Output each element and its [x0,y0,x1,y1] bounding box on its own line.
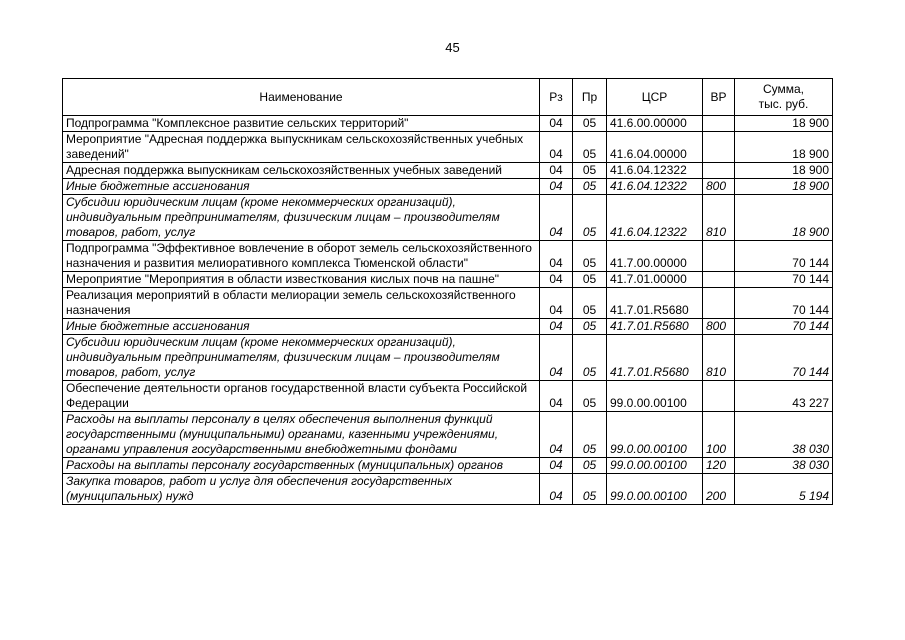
cell-vr: 810 [703,195,735,241]
cell-csr: 41.6.04.12322 [607,163,703,179]
table-row [63,272,833,288]
cell-vr [703,132,735,163]
cell-sum: 70 144 [735,272,833,288]
header-rz: Рз [540,79,573,116]
cell-vr: 120 [703,458,735,474]
cell-rz: 04 [540,412,573,458]
cell-csr: 41.7.01.R5680 [607,319,703,335]
cell-pr: 05 [573,381,607,412]
cell-name: Мероприятие "Мероприятия в области известкования кислых почв на пашне" [63,272,540,288]
cell-sum: 18 900 [735,195,833,241]
cell-rz: 04 [540,116,573,132]
cell-pr: 05 [573,132,607,163]
cell-rz: 04 [540,241,573,272]
cell-sum: 38 030 [735,412,833,458]
cell-csr: 41.6.04.12322 [607,195,703,241]
cell-name: Иные бюджетные ассигнования [63,319,540,335]
table-row [63,288,833,319]
table-row [63,116,833,132]
cell-sum: 43 227 [735,381,833,412]
budget-table [62,78,833,505]
header-sum-line2: тыс. руб. [758,97,809,111]
cell-sum: 70 144 [735,335,833,381]
cell-name: Субсидии юридическим лицам (кроме некоммерческих организаций), индивидуальным предпринимателям, физическим лицам – производителям товаров, работ, услуг [63,195,540,241]
cell-vr [703,163,735,179]
cell-pr: 05 [573,288,607,319]
cell-name: Расходы на выплаты персоналу государственных (муниципальных) органов [63,458,540,474]
header-name: Наименование [63,79,540,116]
cell-pr: 05 [573,319,607,335]
cell-name: Обеспечение деятельности органов государственной власти субъекта Российской Федерации [63,381,540,412]
cell-csr: 41.7.00.00000 [607,241,703,272]
header-vr: ВР [703,79,735,116]
cell-csr: 41.7.01.R5680 [607,288,703,319]
cell-name: Расходы на выплаты персоналу в целях обеспечения выполнения функций государственными (муниципальными) органами, казенными учреждениями, органами управления государственными внебюджетными фондами [63,412,540,458]
cell-sum: 5 194 [735,474,833,505]
table-row [63,335,833,381]
table-row [63,319,833,335]
cell-name: Иные бюджетные ассигнования [63,179,540,195]
cell-name: Закупка товаров, работ и услуг для обеспечения государственных (муниципальных) нужд [63,474,540,505]
cell-vr [703,241,735,272]
table-header-row [63,79,833,116]
header-sum [735,79,833,116]
cell-rz: 04 [540,179,573,195]
cell-rz: 04 [540,195,573,241]
cell-sum: 70 144 [735,319,833,335]
cell-pr: 05 [573,458,607,474]
cell-sum: 70 144 [735,288,833,319]
cell-rz: 04 [540,272,573,288]
table-row [63,412,833,458]
cell-vr [703,381,735,412]
cell-sum: 18 900 [735,163,833,179]
cell-pr: 05 [573,179,607,195]
table-row [63,163,833,179]
table-row [63,179,833,195]
cell-vr [703,116,735,132]
cell-sum: 38 030 [735,458,833,474]
table-row [63,241,833,272]
page-number: 45 [445,40,460,55]
cell-vr [703,272,735,288]
cell-vr: 800 [703,319,735,335]
cell-rz: 04 [540,163,573,179]
cell-csr: 99.0.00.00100 [607,381,703,412]
cell-sum: 70 144 [735,241,833,272]
cell-rz: 04 [540,474,573,505]
cell-rz: 04 [540,458,573,474]
cell-csr: 99.0.00.00100 [607,412,703,458]
table-row [63,474,833,505]
cell-pr: 05 [573,195,607,241]
cell-pr: 05 [573,474,607,505]
cell-csr: 99.0.00.00100 [607,458,703,474]
cell-name: Подпрограмма "Эффективное вовлечение в оборот земель сельскохозяйственного назначения и развития мелиоративного комплекса Тюменской области" [63,241,540,272]
header-csr: ЦСР [607,79,703,116]
cell-vr: 100 [703,412,735,458]
cell-rz: 04 [540,288,573,319]
cell-csr: 41.6.04.12322 [607,179,703,195]
cell-csr: 41.7.01.00000 [607,272,703,288]
table-row [63,132,833,163]
header-sum-line1: Сумма, [762,82,805,96]
cell-pr: 05 [573,272,607,288]
cell-rz: 04 [540,132,573,163]
cell-rz: 04 [540,319,573,335]
cell-rz: 04 [540,381,573,412]
cell-pr: 05 [573,412,607,458]
table-row [63,381,833,412]
table-row [63,195,833,241]
cell-name: Субсидии юридическим лицам (кроме некоммерческих организаций), индивидуальным предпринимателям, физическим лицам – производителям товаров, работ, услуг [63,335,540,381]
cell-name: Подпрограмма "Комплексное развитие сельских территорий" [63,116,540,132]
cell-csr: 41.7.01.R5680 [607,335,703,381]
cell-pr: 05 [573,116,607,132]
cell-pr: 05 [573,241,607,272]
cell-vr: 200 [703,474,735,505]
cell-name: Реализация мероприятий в области мелиорации земель сельскохозяйственного назначения [63,288,540,319]
cell-rz: 04 [540,335,573,381]
cell-sum: 18 900 [735,116,833,132]
cell-pr: 05 [573,335,607,381]
cell-csr: 99.0.00.00100 [607,474,703,505]
cell-name: Адресная поддержка выпускникам сельскохозяйственных учебных заведений [63,163,540,179]
header-pr: Пр [573,79,607,116]
cell-csr: 41.6.04.00000 [607,132,703,163]
cell-vr [703,288,735,319]
cell-sum: 18 900 [735,132,833,163]
cell-csr: 41.6.00.00000 [607,116,703,132]
cell-pr: 05 [573,163,607,179]
table-row [63,458,833,474]
cell-sum: 18 900 [735,179,833,195]
cell-vr: 800 [703,179,735,195]
cell-vr: 810 [703,335,735,381]
cell-name: Мероприятие "Адресная поддержка выпускникам сельскохозяйственных учебных заведений" [63,132,540,163]
